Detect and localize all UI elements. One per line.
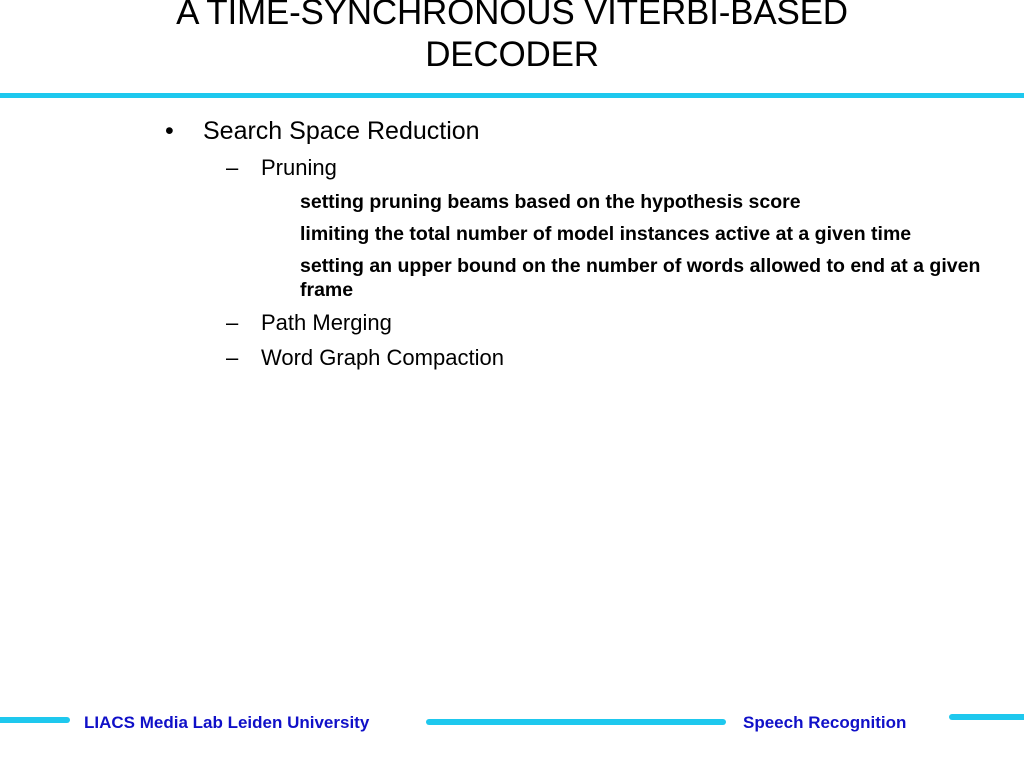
bullet-search-space-reduction: Search Space Reduction: [203, 117, 480, 145]
bullet-icon: •: [165, 117, 174, 145]
pruning-item-2: limiting the total number of model instances active at a given time: [300, 223, 912, 245]
pruning-item-1: setting pruning beams based on the hypothesis score: [300, 191, 801, 213]
dash-icon: –: [226, 345, 239, 370]
subbullet-path-merging: Path Merging: [261, 310, 392, 335]
dash-icon: –: [226, 310, 239, 335]
dash-icon: –: [226, 155, 239, 180]
footer-bar-right: [949, 714, 1024, 720]
footer-bar-left: [0, 717, 70, 723]
subbullet-word-graph-compaction: Word Graph Compaction: [261, 345, 504, 370]
pruning-item-3: setting an upper bound on the number of words allowed to end at a given frame: [300, 255, 981, 301]
footer-bar-middle: [426, 719, 726, 725]
footer-right-text: Speech Recognition: [743, 713, 907, 732]
subbullet-pruning: Pruning: [261, 155, 337, 180]
slide-title-line1: A TIME-SYNCHRONOUS VITERBI-BASED: [176, 0, 848, 32]
footer-left-text: LIACS Media Lab Leiden University: [84, 713, 370, 732]
title-divider: [0, 93, 1024, 98]
slide-title-line2: DECODER: [425, 35, 599, 74]
slide-title: [0, 0, 1024, 76]
